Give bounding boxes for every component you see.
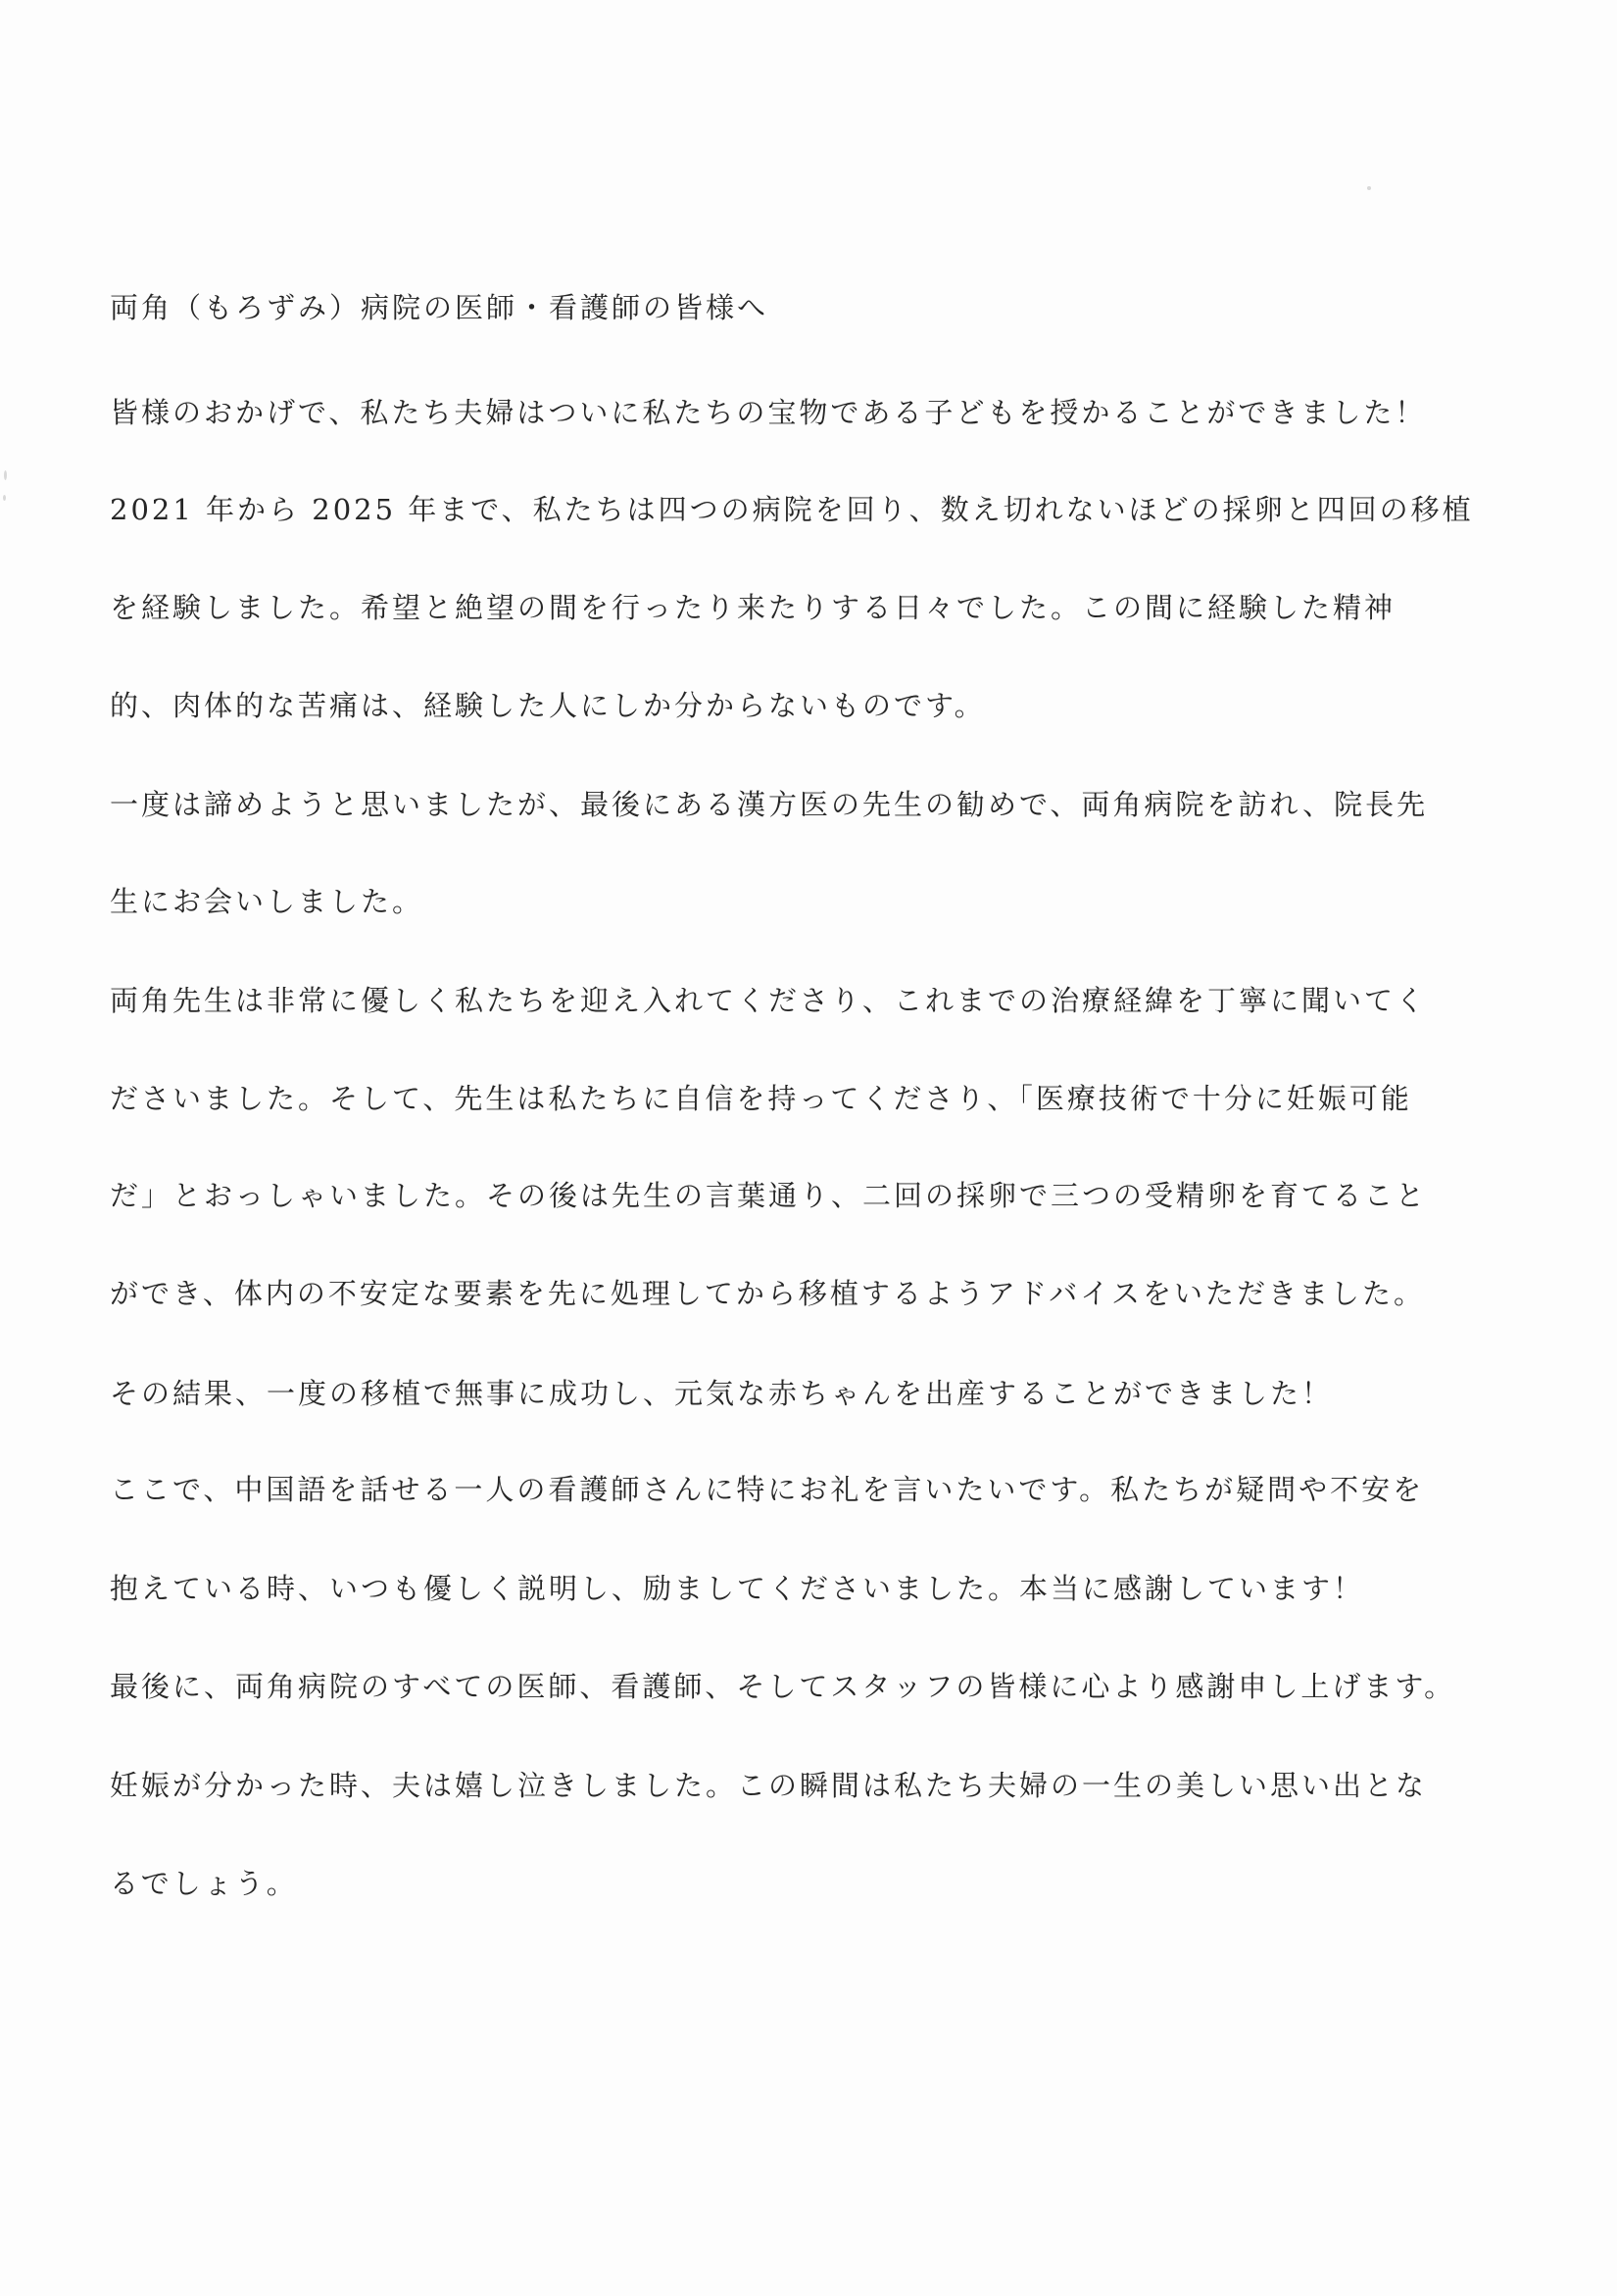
letter-line: 最後に、両角病院のすべての医師、看護師、そしてスタッフの皆様に心より感謝申し上げます。 — [110, 1670, 1456, 1703]
letter-line: るでしょう。 — [110, 1867, 298, 1900]
scan-speck — [4, 470, 7, 480]
letter-line: 2021 年から 2025 年まで、私たちは四つの病院を回り、数え切れないほどの採卵と四回の移植 — [110, 493, 1474, 526]
letter-line: 両角先生は非常に優しく私たちを迎え入れてくださり、これまでの治療経緯を丁寧に聞いてく — [110, 984, 1428, 1017]
letter-line: 的、肉体的な苦痛は、経験した人にしか分からないものです。 — [110, 689, 986, 722]
salutation-line: 両角（もろずみ）病院の医師・看護師の皆様へ — [110, 291, 769, 324]
letter-line: ここで、中国語を話せる一人の看護師さんに特にお礼を言いたいです。私たちが疑問や不安を — [110, 1473, 1425, 1506]
letter-line: 生にお会いしました。 — [110, 885, 424, 918]
letter-line: 抱えている時、いつも優しく説明し、励ましてくださいました。本当に感謝しています！ — [110, 1572, 1365, 1605]
letter-line: 皆様のおかげで、私たち夫婦はついに私たちの宝物である子どもを授かることができました！ — [110, 396, 1427, 429]
letter-line: ができ、体内の不安定な要素を先に処理してから移植するようアドバイスをいただきました。 — [110, 1277, 1425, 1310]
scan-speck — [3, 495, 6, 501]
letter-line: 妊娠が分かった時、夫は嬉し泣きしました。この瞬間は私たち夫婦の一生の美しい思い出とな — [110, 1769, 1428, 1802]
letter-line: ださいました。そして、先生は私たちに自信を持ってくださり、「医療技術で十分に妊娠可能 — [110, 1082, 1412, 1115]
letter-line: その結果、一度の移植で無事に成功し、元気な赤ちゃんを出産することができました！ — [110, 1377, 1334, 1410]
scan-speck — [1367, 186, 1371, 190]
letter-line: 一度は諦めようと思いましたが、最後にある漢方医の先生の勧めで、両角病院を訪れ、院長先 — [110, 788, 1429, 821]
letter-line: を経験しました。希望と絶望の間を行ったり来たりする日々でした。この間に経験した精神 — [110, 591, 1396, 624]
letter-line: だ」とおっしゃいました。その後は先生の言葉通り、二回の採卵で三つの受精卵を育てること — [110, 1179, 1428, 1212]
